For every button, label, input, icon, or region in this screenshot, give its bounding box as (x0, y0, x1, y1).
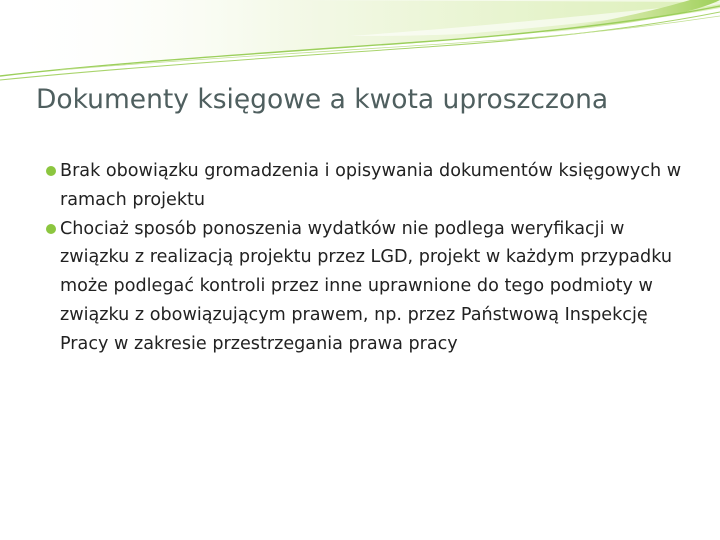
slide-title: Dokumenty księgowe a kwota uproszczona (36, 84, 609, 115)
bullet-dot-icon (46, 166, 56, 176)
bullet-dot-icon (46, 224, 56, 234)
header-wave-decoration (0, 0, 720, 90)
bullet-text: Chociaż sposób ponoszenia wydatków nie podlega weryfikacji w związku z realizacją projektu przez LGD, projekt w każdym przypadku może podlegać kontroli przez inne uprawnione do tego podmioty w związku z obowiązującym prawem, np. przez Państwową Inspekcję Pracy w zakresie przestrzegania prawa pracy (60, 218, 673, 354)
bullet-text: Brak obowiązku gromadzenia i opisywania dokumentów księgowych w ramach projektu (60, 161, 682, 210)
list-item (46, 215, 686, 359)
bullet-list (46, 157, 686, 359)
list-item (46, 157, 686, 215)
